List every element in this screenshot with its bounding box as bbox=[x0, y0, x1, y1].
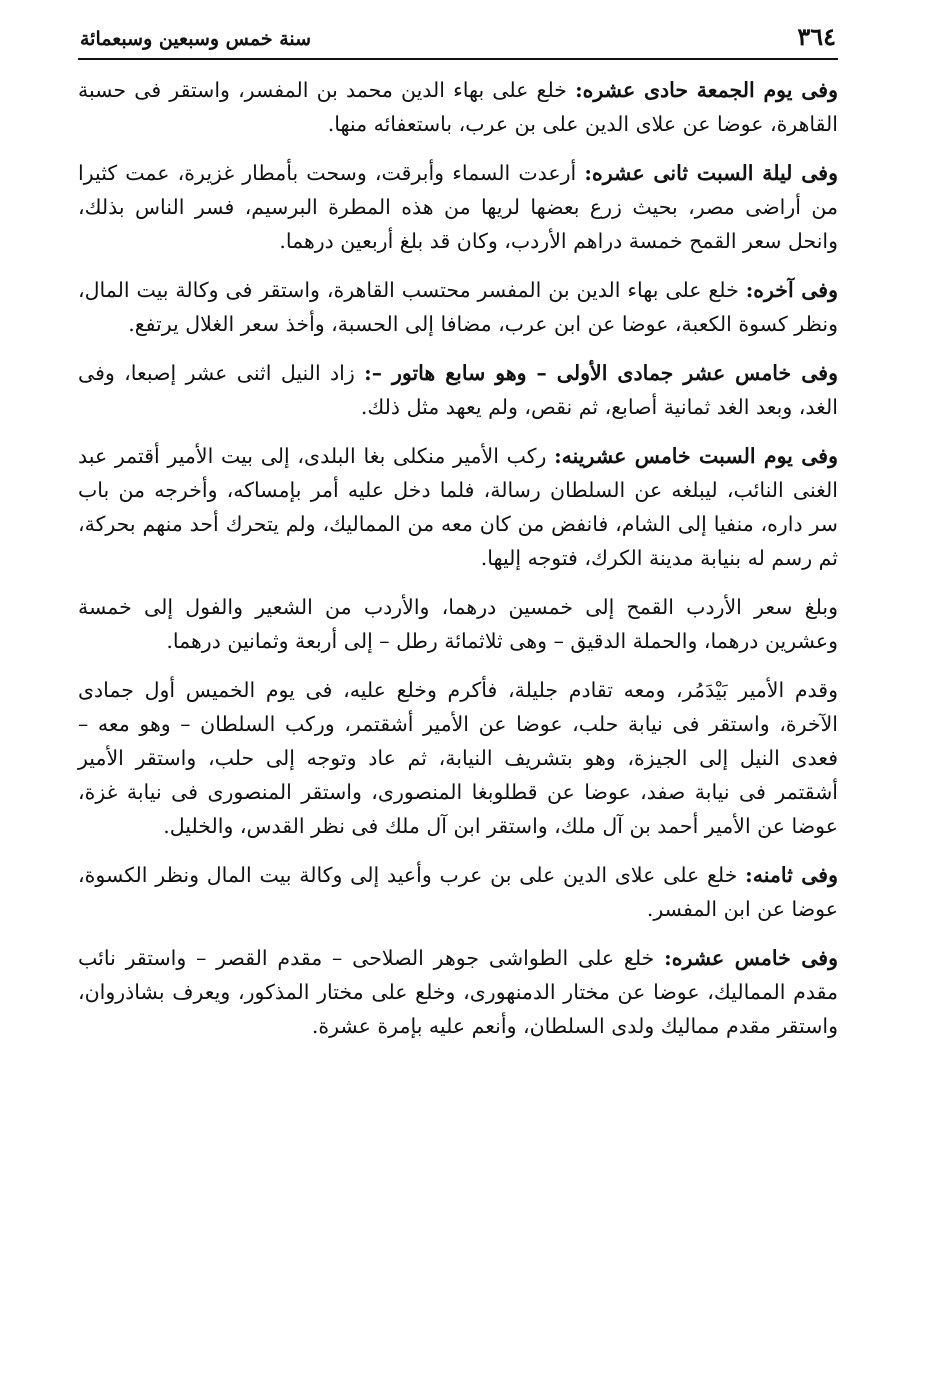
paragraph bbox=[78, 941, 838, 1043]
paragraph-text: خلع على الطواشى جوهر الصلاحى – مقدم القصر – واستقر نائب مقدم المماليك، عوضا عن مختار الدمنهورى، وخلع على مختار المذكور، ويعرف بشاذروان، واستقر مقدم مماليك ولدى السلطان، وأنعم عليه بإمرة عشرة. bbox=[78, 946, 838, 1038]
paragraph-text: وبلغ سعر الأردب القمح إلى خمسين درهما، والأردب من الشعير والفول إلى خمسة وعشرين درهما، والحملة الدقيق – وهى ثلاثمائة رطل – إلى أربعة وثمانين درهما. bbox=[78, 595, 838, 653]
paragraph-lead: وفى آخره: bbox=[745, 278, 839, 302]
paragraph bbox=[78, 590, 838, 658]
paragraph bbox=[78, 858, 838, 926]
page-header bbox=[78, 22, 838, 60]
running-title: سنة خمس وسبعين وسبعمائة bbox=[80, 28, 312, 50]
paragraph-text: وقدم الأمير بَيْدَمُر، ومعه تقادم جليلة، فأكرم وخلع عليه، فى يوم الخميس أول جمادى الآخرة، واستقر فى نيابة حلب، عوضا عن الأمير أشقتمر، وركب السلطان – وهو معه – فعدى النيل إلى الجيزة، وهو بتشريف النيابة، ثم عاد وتوجه إلى حلب، واستقر الأمير أشقتمر فى نيابة صفد، عوضا عن قطلوبغا المنصورى، واستقر المنصورى فى نيابة غزة، عوضا عن الأمير أحمد بن آل ملك، واستقر ابن آل ملك فى نظر القدس، والخليل. bbox=[78, 678, 838, 838]
paragraph bbox=[78, 439, 838, 575]
paragraph-text: خلع على علاى الدين على بن عرب وأعيد إلى وكالة بيت المال ونظر الكسوة، عوضا عن ابن المفسر. bbox=[78, 863, 838, 921]
paragraph-lead: وفى خامس عشر جمادى الأولى – وهو سابع هاتور –: bbox=[364, 361, 838, 385]
book-page bbox=[78, 22, 838, 1043]
paragraph-lead: وفى ليلة السبت ثانى عشره: bbox=[584, 161, 838, 185]
paragraph-text: خلع على بهاء الدين بن المفسر محتسب القاهرة، واستقر فى وكالة بيت المال، ونظر كسوة الكعبة، عوضا عن ابن عرب، مضافا إلى الحسبة، وأخذ سعر الغلال يرتفع. bbox=[78, 278, 838, 336]
paragraph-lead: وفى يوم السبت خامس عشرينه: bbox=[554, 444, 838, 468]
paragraph-lead: وفى يوم الجمعة حادى عشره: bbox=[575, 78, 838, 102]
paragraph-text: ركب الأمير منكلى بغا البلدى، إلى بيت الأمير أقتمر عبد الغنى النائب، ليبلغه عن السلطان رسالة، فلما دخل عليه أمر بإمساكه، وأخرجه من باب سر داره، منفيا إلى الشام، فانفض من كان معه من المماليك، ولم يتحرك أحد منهم بحركة، ثم رسم له بنيابة مدينة الكرك، فتوجه إليها. bbox=[78, 444, 838, 570]
page-number: ٣٦٤ bbox=[797, 22, 836, 51]
paragraph-text: خلع على بهاء الدين محمد بن المفسر، واستقر فى حسبة القاهرة، عوضا عن علاى الدين على بن عرب، باستعفائه منها. bbox=[78, 78, 838, 136]
paragraph bbox=[78, 356, 838, 424]
paragraph-lead: وفى ثامنه: bbox=[745, 863, 838, 887]
paragraph-text: أرعدت السماء وأبرقت، وسحت بأمطار غزيرة، عمت كثيرا من أراضى مصر، بحيث زرع بعضها لريها من هذه المطرة البرسيم، فسر الناس بذلك، وانحل سعر القمح خمسة دراهم الأردب، وكان قد بلغ أربعين درهما. bbox=[78, 161, 838, 253]
paragraph-text: زاد النيل اثنى عشر إصبعا، وفى الغد، وبعد الغد ثمانية أصابع، ثم نقص، ولم يعهد مثل ذلك. bbox=[78, 361, 838, 419]
paragraph bbox=[78, 273, 838, 341]
paragraph bbox=[78, 673, 838, 843]
paragraph bbox=[78, 73, 838, 141]
paragraph-lead: وفى خامس عشره: bbox=[664, 946, 839, 970]
paragraph bbox=[78, 156, 838, 258]
